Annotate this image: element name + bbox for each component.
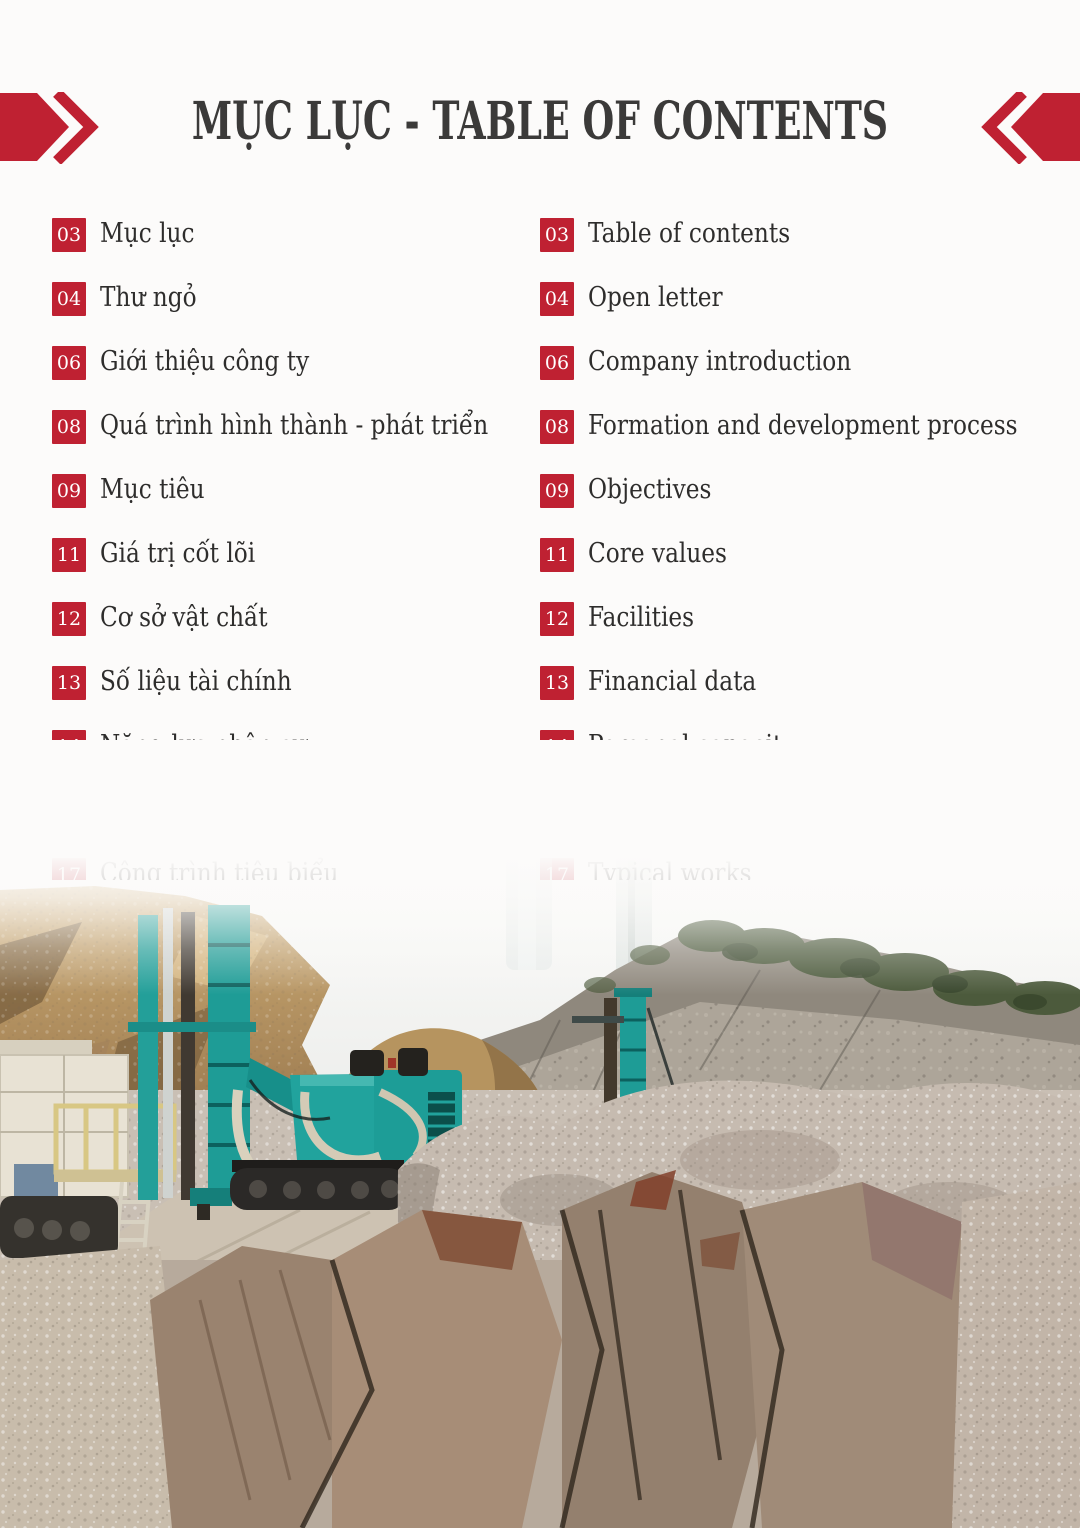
toc-row bbox=[52, 602, 551, 636]
toc-page-badge: 11 bbox=[52, 538, 86, 572]
toc-row bbox=[52, 346, 551, 380]
toc-row bbox=[540, 410, 1080, 444]
toc-page-badge: 13 bbox=[540, 666, 574, 700]
photo-top-fade bbox=[0, 740, 1080, 995]
toc-page-badge: 04 bbox=[540, 282, 574, 316]
toc-row bbox=[540, 218, 1080, 252]
toc-row bbox=[52, 218, 551, 252]
toc-row bbox=[52, 538, 551, 572]
page-header bbox=[0, 0, 1080, 190]
page-title: MỤC LỤC - TABLE OF CONTENTS bbox=[191, 91, 889, 152]
toc-row bbox=[52, 410, 551, 444]
toc-item-label: Objectives bbox=[588, 474, 712, 505]
double-chevron-left-icon bbox=[980, 92, 1080, 164]
toc-row bbox=[52, 282, 551, 316]
toc-row bbox=[52, 474, 551, 508]
toc-page-badge: 09 bbox=[52, 474, 86, 508]
toc-item-label: Company introduction bbox=[588, 346, 852, 377]
toc-row bbox=[540, 282, 1080, 316]
toc-row bbox=[540, 602, 1080, 636]
toc-item-label: Open letter bbox=[588, 282, 723, 313]
toc-page-badge: 03 bbox=[540, 218, 574, 252]
toc-page-badge: 08 bbox=[540, 410, 574, 444]
double-chevron-right-icon bbox=[0, 92, 100, 164]
toc-item-label: Financial data bbox=[588, 666, 757, 697]
toc-page-badge: 06 bbox=[52, 346, 86, 380]
toc-item-label: Số liệu tài chính bbox=[100, 666, 292, 697]
toc-item-label: Mục tiêu bbox=[100, 474, 205, 505]
toc-item-label: Mục lục bbox=[100, 218, 195, 249]
toc-item-label: Thư ngỏ bbox=[100, 282, 197, 313]
toc-row bbox=[52, 666, 551, 700]
toc-row bbox=[540, 346, 1080, 380]
toc-page-badge: 11 bbox=[540, 538, 574, 572]
toc-page-badge: 09 bbox=[540, 474, 574, 508]
toc-item-label: Cơ sở vật chất bbox=[100, 602, 268, 633]
toc-item-label: Formation and development process bbox=[588, 410, 1018, 441]
toc-row bbox=[540, 538, 1080, 572]
toc-item-label: Giá trị cốt lõi bbox=[100, 538, 256, 569]
toc-page-badge: 03 bbox=[52, 218, 86, 252]
toc-page-badge: 12 bbox=[540, 602, 574, 636]
toc-page-badge: 12 bbox=[52, 602, 86, 636]
toc-row bbox=[540, 474, 1080, 508]
toc-item-label: Giới thiệu công ty bbox=[100, 346, 310, 377]
toc-item-label: Quá trình hình thành - phát triển bbox=[100, 410, 489, 441]
toc-page-badge: 08 bbox=[52, 410, 86, 444]
toc-page-badge: 04 bbox=[52, 282, 86, 316]
toc-item-label: Facilities bbox=[588, 602, 695, 633]
toc-page-badge: 13 bbox=[52, 666, 86, 700]
toc-item-label: Table of contents bbox=[588, 218, 791, 249]
toc-item-label: Core values bbox=[588, 538, 727, 569]
toc-row bbox=[540, 666, 1080, 700]
quarry-photo bbox=[0, 740, 1080, 1528]
toc-page-badge: 06 bbox=[540, 346, 574, 380]
